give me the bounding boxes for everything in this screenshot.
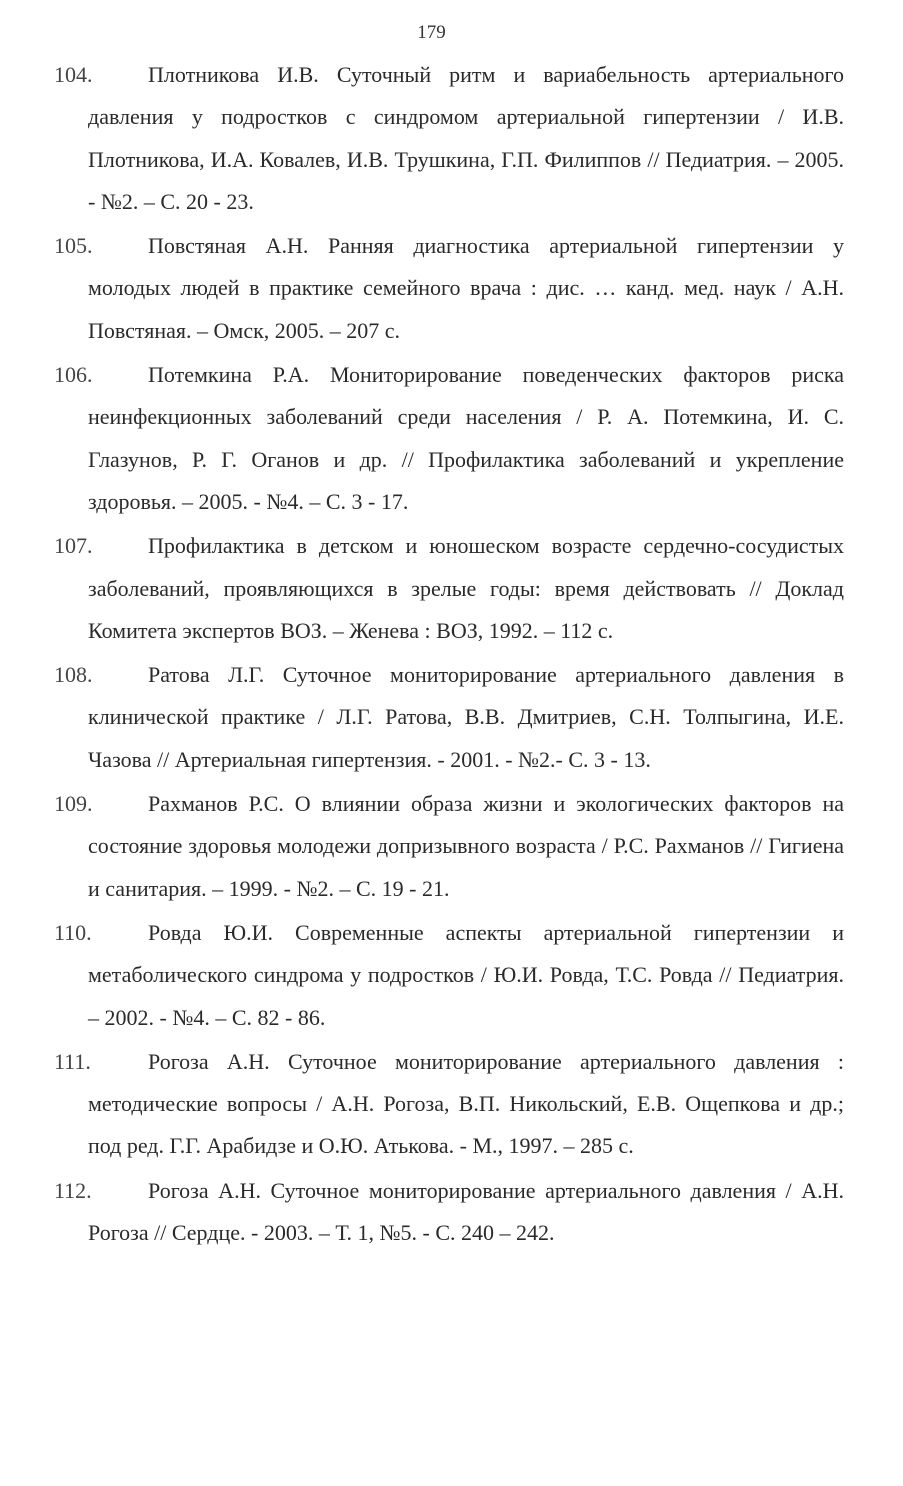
reference-text: Ратова Л.Г. Суточное мониторирование артериального давления в клинической практике / Л.Г. Ратова, В.В. Дмитриев, С.Н. Толпыгина, И.Е. Чазова // Артериальная гипертензия. - 2001. - №2.- С. 3 - 13.	[88, 662, 844, 772]
reference-text: Потемкина Р.А. Мониторирование поведенческих факторов риска неинфекционных заболеваний среди населения / Р. А. Потемкина, И. С. Глазунов, Р. Г. Оганов и др. // Профилактика заболеваний и укрепление здоровья. – 2005. - №4. – С. 3 - 17.	[88, 362, 844, 514]
reference-number: 104.	[54, 62, 93, 87]
reference-item	[54, 525, 844, 652]
reference-text: Рогоза А.Н. Суточное мониторирование артериального давления : методические вопросы / А.Н. Рогоза, В.П. Никольский, Е.В. Ощепкова и др.; под ред. Г.Г. Арабидзе и О.Ю. Атькова. - М., 1997. – 285 с.	[88, 1048, 844, 1159]
reference-item	[54, 354, 844, 523]
reference-number: 110.	[54, 919, 92, 945]
reference-item	[54, 1041, 844, 1168]
reference-text: Рогоза А.Н. Суточное мониторирование артериального давления / А.Н. Рогоза // Сердце. - 2003. – Т. 1, №5. - С. 240 – 242.	[88, 1177, 844, 1246]
reference-item	[54, 912, 844, 1039]
reference-number: 112.	[54, 1177, 92, 1203]
reference-number: 106.	[54, 362, 93, 388]
reference-item	[54, 783, 844, 910]
reference-item	[54, 1170, 844, 1255]
reference-number: 107.	[54, 533, 93, 559]
reference-number: 105.	[54, 233, 93, 259]
reference-item	[54, 654, 844, 781]
reference-text: Ровда Ю.И. Современные аспекты артериальной гипертензии и метаболического синдрома у подростков / Ю.И. Ровда, Т.С. Ровда // Педиатрия. – 2002. - №4. – С. 82 - 86.	[88, 919, 844, 1030]
page-number: 179	[417, 22, 446, 43]
reference-item	[54, 225, 844, 352]
reference-text: Повстяная А.Н. Ранняя диагностика артериальной гипертензии у молодых людей в практике семейного врача : дис. … канд. мед. наук / А.Н. Повстяная. – Омск, 2005. – 207 с.	[88, 233, 844, 343]
reference-number: 111.	[54, 1048, 91, 1074]
reference-text: Профилактика в детском и юношеском возрасте сердечно-сосудистых заболеваний, проявляющихся в зрелые годы: время действовать // Доклад Комитета экспертов ВОЗ. – Женева : ВОЗ, 1992. – 112 с.	[88, 533, 844, 643]
reference-text: Плотникова И.В. Суточный ритм и вариабельность артериального давления у подростков с синдромом артериальной гипертензии / И.В. Плотникова, И.А. Ковалев, И.В. Трушкина, Г.П. Филиппов // Педиатрия. – 2005. - №2. – С. 20 - 23.	[88, 62, 844, 214]
reference-number: 108.	[54, 662, 93, 688]
reference-item	[54, 54, 844, 223]
reference-text: Рахманов Р.С. О влиянии образа жизни и экологических факторов на состояние здоровья молодежи допризывного возраста / Р.С. Рахманов // Гигиена и санитария. – 1999. - №2. – С. 19 - 21.	[88, 791, 844, 901]
reference-number: 109.	[54, 791, 93, 817]
reference-list	[54, 54, 844, 1256]
